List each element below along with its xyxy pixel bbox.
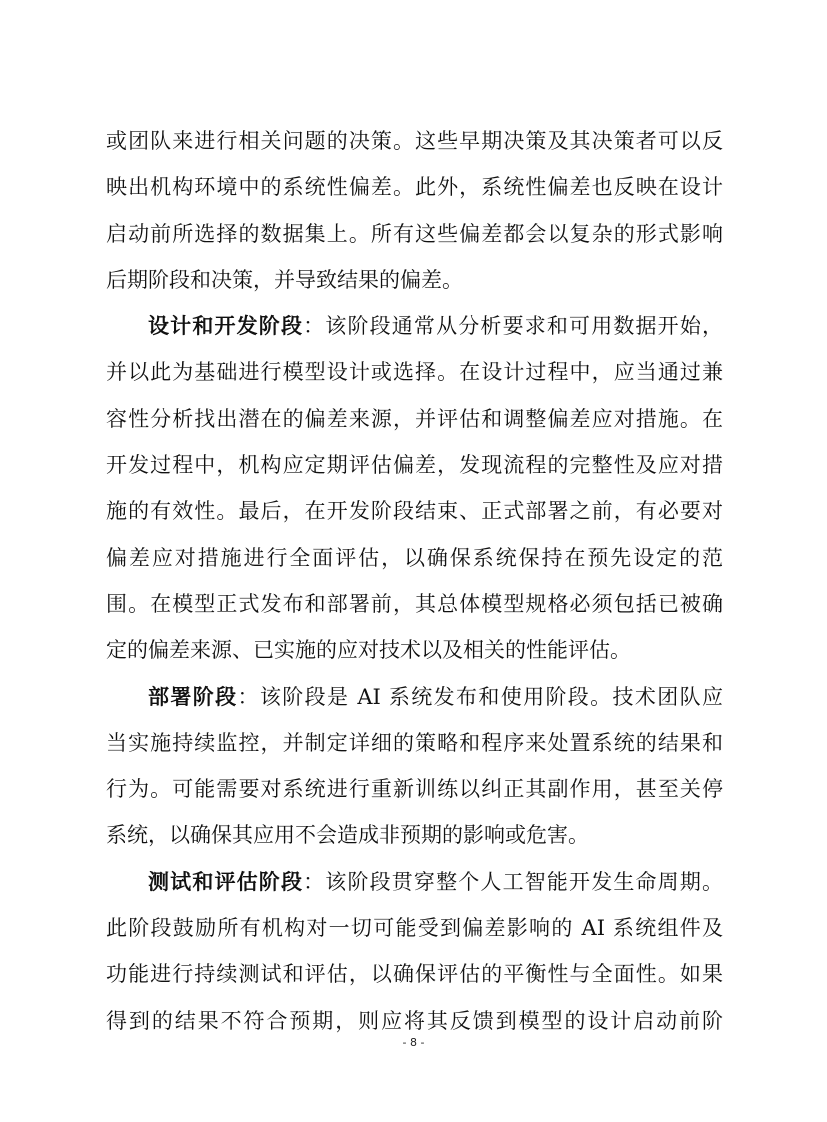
text-line: 行为。可能需要对系统进行重新训练以纠正其副作用，甚至关停 <box>106 777 723 802</box>
text-line: 容性分析找出潜在的偏差来源，并评估和调整偏差应对措施。在 <box>106 406 723 431</box>
text-line: 偏差应对措施进行全面评估，以确保系统保持在预先设定的范 <box>106 545 723 570</box>
paragraph-deployment <box>106 674 723 859</box>
text-line: 后期阶段和决策，并导致结果的偏差。 <box>106 267 463 292</box>
paragraph-design-development <box>106 303 723 673</box>
text-segment: ：该阶段通常从分析要求和可用数据开始， <box>303 314 724 339</box>
text-line: 或团队来进行相关问题的决策。这些早期决策及其决策者可以反 <box>106 129 723 153</box>
paragraph-continuation <box>106 118 723 303</box>
text-line: 得到的结果不符合预期，则应将其反馈到模型的设计启动前阶 <box>106 1008 723 1033</box>
text-segment: ：该阶段贯穿整个人工智能开发生命周期。 <box>303 869 724 894</box>
paragraph-first-line <box>106 859 723 905</box>
text-line: 映出机构环境中的系统性偏差。此外，系统性偏差也反映在设计 <box>106 175 723 200</box>
paragraph-testing-evaluation <box>106 859 723 1044</box>
text-line: 并以此为基础进行模型设计或选择。在设计过程中，应当通过兼 <box>106 360 723 385</box>
section-heading-deployment: 部署阶段 <box>148 684 238 709</box>
section-heading-design-development: 设计和开发阶段 <box>148 314 304 339</box>
body-text <box>106 118 723 1044</box>
text-line: 围。在模型正式发布和部署前，其总体模型规格必须包括已被确 <box>106 591 723 616</box>
text-line: 施的有效性。最后，在开发阶段结束、正式部署之前，有必要对 <box>106 499 723 524</box>
paragraph-first-line <box>106 674 723 720</box>
text-segment: ：该阶段是 AI 系统发布和使用阶段。技术团队应 <box>237 684 724 709</box>
text-line: 功能进行持续测试和评估，以确保评估的平衡性与全面性。如果 <box>106 962 723 987</box>
text-line: 开发过程中，机构应定期评估偏差，发现流程的完整性及应对措 <box>106 453 723 478</box>
text-line: 系统，以确保其应用不会造成非预期的影响或危害。 <box>106 823 589 848</box>
text-line: 当实施持续监控，并制定详细的策略和程序来处置系统的结果和 <box>106 730 723 755</box>
text-line: 定的偏差来源、已实施的应对技术以及相关的性能评估。 <box>106 638 631 663</box>
section-heading-testing-evaluation: 测试和评估阶段 <box>148 869 304 894</box>
text-line: 此阶段鼓励所有机构对一切可能受到偏差影响的 AI 系统组件及 <box>106 916 723 941</box>
page-number: - 8 - <box>402 1036 425 1049</box>
paragraph-first-line <box>106 303 723 349</box>
text-line: 启动前所选择的数据集上。所有这些偏差都会以复杂的形式影响 <box>106 221 723 246</box>
